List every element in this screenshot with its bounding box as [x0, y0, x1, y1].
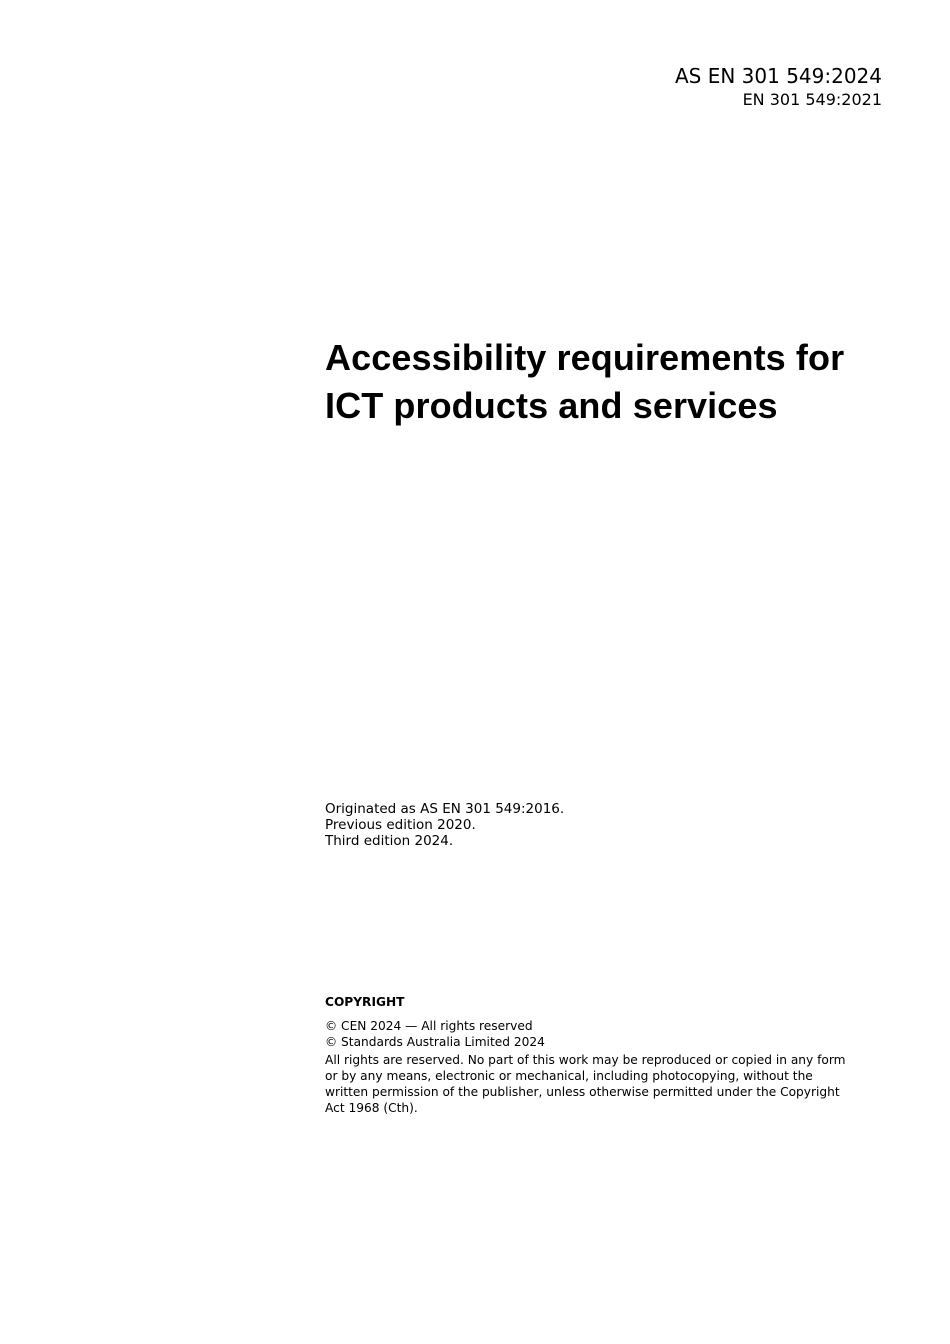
- history-current-edition: Third edition 2024.: [325, 833, 454, 849]
- publication-history: [325, 801, 564, 849]
- title-line-1: Accessibility requirements for: [325, 337, 845, 378]
- designation-adopted: EN 301 549:2021: [742, 90, 882, 109]
- title-line-2: ICT products and services: [325, 385, 778, 426]
- copyright-heading: COPYRIGHT: [325, 995, 405, 1009]
- document-title: [325, 334, 915, 430]
- copyright-notices: [325, 1018, 850, 1050]
- copyright-notice-cen: © CEN 2024 — All rights reserved: [325, 1019, 533, 1033]
- copyright-block: [325, 994, 850, 1116]
- history-previous-edition: Previous edition 2020.: [325, 817, 476, 833]
- standard-designation: [675, 64, 882, 111]
- copyright-notice-sa: © Standards Australia Limited 2024: [325, 1035, 545, 1049]
- history-originated: Originated as AS EN 301 549:2016.: [325, 801, 565, 817]
- designation-primary: AS EN 301 549:2024: [674, 64, 882, 88]
- copyright-statement: All rights are reserved. No part of this work may be reproduced or copied in any form or by any means, electronic or mechanical, including photocopying, without the written permission of the publisher, unless otherwise permitted under the Copyright Act 1968 (Cth).: [325, 1053, 846, 1115]
